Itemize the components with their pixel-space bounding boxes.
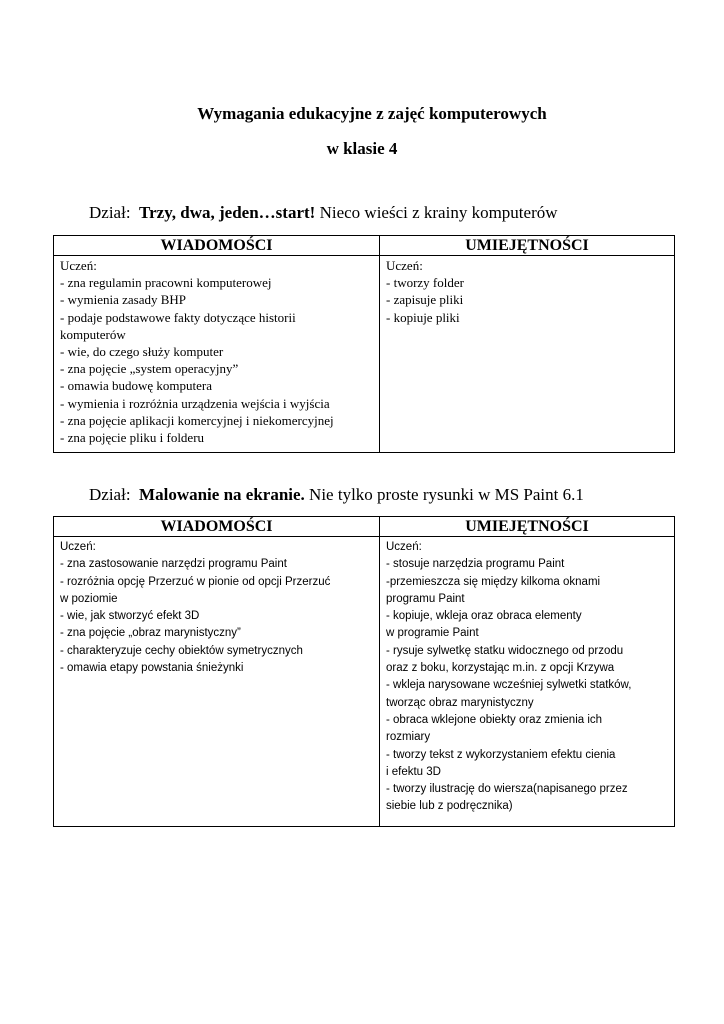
requirement-line: - kopiuje pliki (386, 309, 460, 325)
header-knowledge: WIADOMOŚCI (54, 517, 380, 537)
requirement-line: - zna zastosowanie narzędzi programu Paint (60, 558, 287, 571)
section-subtitle: Nieco wieści z krainy komputerów (319, 203, 558, 222)
requirement-line: - wkleja narysowane wcześniej sylwetki statków, (386, 679, 632, 692)
requirements-table-2 (53, 516, 675, 827)
requirement-line: - tworzy ilustrację do wiersza(napisanego przez (386, 783, 628, 796)
requirement-line: rozmiary (386, 731, 431, 744)
requirement-line: - kopiuje, wkleja oraz obraca elementy (386, 610, 582, 623)
requirement-line: - obraca wklejone obiekty oraz zmienia ich (386, 713, 603, 726)
requirement-line: - podaje podstawowe fakty dotyczące historii (60, 309, 296, 325)
header-knowledge: WIADOMOŚCI (54, 236, 380, 256)
requirement-line: Uczeń: (60, 258, 97, 273)
requirement-line: siebie lub z podręcznika) (386, 800, 513, 813)
requirement-line: - zna pojęcie pliku i folderu (60, 430, 205, 446)
requirement-line: - zna pojęcie „system operacyjny” (60, 361, 239, 377)
header-skills: UMIEJĘTNOŚCI (380, 236, 675, 256)
knowledge-cell (54, 537, 380, 827)
requirement-line: - zna pojęcie „obraz marynistyczny” (60, 627, 241, 640)
section-name: Trzy, dwa, jeden…start! (139, 203, 316, 222)
requirement-line: w poziomie (60, 592, 118, 605)
requirement-line: -przemieszcza się między kilkoma oknami (386, 575, 601, 588)
requirement-line: - zapisuje pliki (386, 292, 464, 308)
section-prefix: Dział: (89, 485, 131, 504)
requirement-line: - tworzy tekst z wykorzystaniem efektu cienia (386, 748, 616, 761)
requirement-line: - rysuje sylwetkę statku widocznego od przodu (386, 644, 624, 657)
requirement-line: - zna regulamin pracowni komputerowej (60, 275, 272, 291)
requirement-line: - omawia etapy powstania śnieżynki (60, 662, 244, 675)
requirement-line: Uczeń: (386, 258, 423, 273)
requirement-line: - wymienia zasady BHP (60, 292, 187, 308)
knowledge-cell (54, 256, 380, 453)
document-title: Wymagania edukacyjne z zajęć komputerowych (197, 104, 547, 123)
requirement-line: - rozróżnia opcję Przerzuć w pionie od opcji Przerzuć (60, 575, 331, 588)
requirement-line: Uczeń: (386, 541, 422, 553)
section-prefix: Dział: (89, 203, 131, 222)
skills-cell (380, 537, 675, 827)
document-subtitle: w klasie 4 (326, 139, 398, 158)
section-name: Malowanie na ekranie. (139, 485, 305, 504)
requirement-line: - zna pojęcie aplikacji komercyjnej i niekomercyjnej (60, 412, 334, 428)
requirement-line: - tworzy folder (386, 275, 464, 291)
requirement-line: - omawia budowę komputera (60, 378, 212, 394)
header-skills: UMIEJĘTNOŚCI (380, 517, 675, 537)
requirement-line: - charakteryzuje cechy obiektów symetrycznych (60, 644, 303, 657)
requirement-line: oraz z boku, korzystając m.in. z opcji Krzywa (386, 662, 615, 675)
skills-cell (380, 256, 675, 453)
section-subtitle: Nie tylko proste rysunki w MS Paint 6.1 (309, 485, 584, 504)
requirement-line: Uczeń: (60, 541, 96, 553)
requirement-line: i efektu 3D (386, 765, 441, 778)
requirement-line: - wie, jak stworzyć efekt 3D (60, 610, 200, 623)
requirement-line: - wie, do czego służy komputer (60, 344, 224, 360)
section-heading-2 (89, 485, 584, 505)
requirement-line: w programie Paint (386, 627, 479, 640)
requirement-line: tworząc obraz marynistyczny (386, 696, 534, 709)
requirement-line: - wymienia i rozróżnia urządzenia wejścia i wyjścia (60, 395, 330, 411)
requirement-line: programu Paint (386, 592, 465, 605)
requirement-line: - stosuje narzędzia programu Paint (386, 558, 565, 571)
section-heading-1 (89, 203, 558, 223)
requirements-table-1 (53, 235, 675, 453)
requirement-line: komputerów (60, 326, 126, 342)
